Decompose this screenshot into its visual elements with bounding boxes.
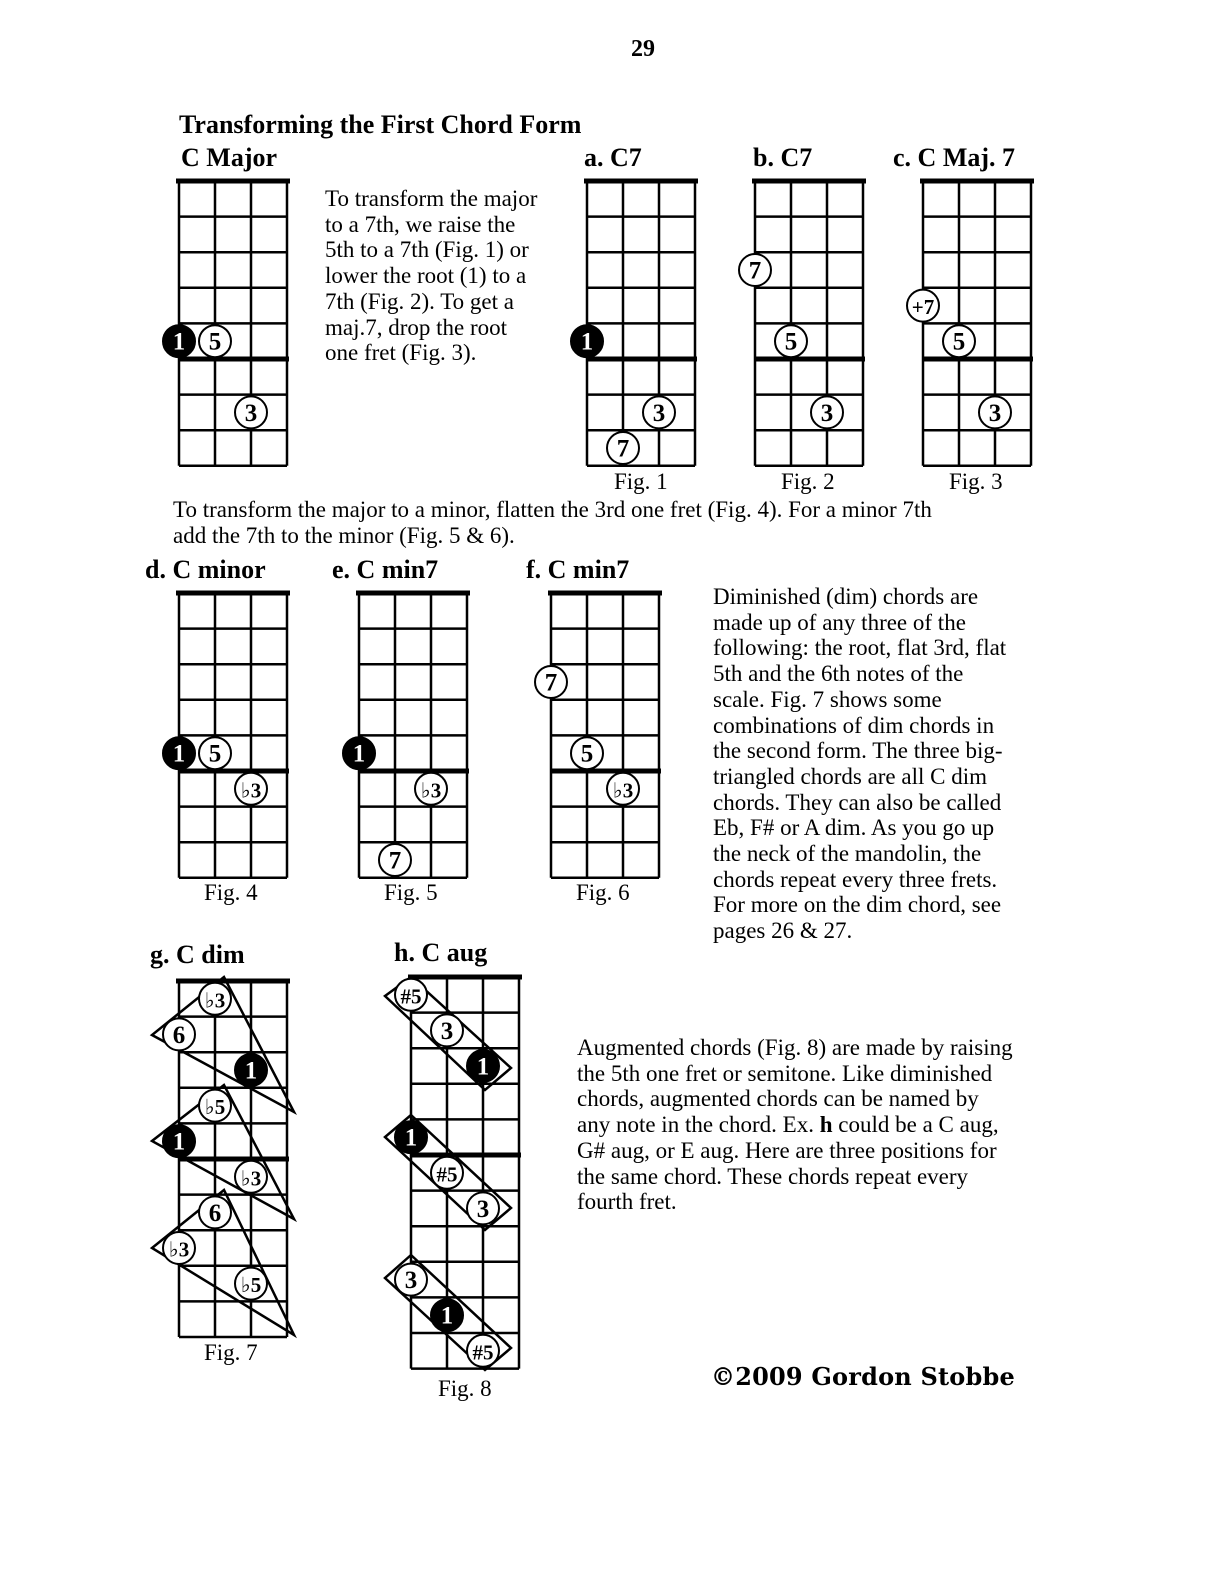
text-span: could be a C aug, <box>832 1112 999 1138</box>
svg-text:7: 7 <box>544 669 558 697</box>
svg-text:1: 1 <box>172 328 186 356</box>
note-marker <box>235 1161 267 1193</box>
chord-title: C Major <box>181 143 278 172</box>
text-line: fourth fret. <box>577 1189 677 1215</box>
svg-text:1: 1 <box>404 1124 418 1152</box>
note-marker <box>607 432 639 464</box>
note-marker <box>739 254 771 286</box>
text-line: Augmented chords (Fig. 8) are made by raising <box>577 1035 1013 1060</box>
svg-text:6: 6 <box>208 1199 222 1227</box>
note-marker <box>979 396 1011 428</box>
svg-text:♭3: ♭3 <box>612 778 634 803</box>
svg-text:6: 6 <box>172 1021 186 1049</box>
note-marker <box>415 773 447 805</box>
page-number: 29 <box>631 36 655 62</box>
svg-text:3: 3 <box>988 399 1002 427</box>
svg-text:1: 1 <box>352 740 366 768</box>
copyright-notice: ©2009 Gordon Stobbe <box>711 1362 1015 1391</box>
chord-diagram-d-cminor <box>163 593 290 878</box>
text-line: To transform the major <box>325 186 538 211</box>
note-marker <box>395 1264 427 1296</box>
text-line: to a 7th, we raise the <box>325 211 516 237</box>
svg-text:3: 3 <box>440 1017 454 1045</box>
chord-title: a. C7 <box>584 143 642 172</box>
text-line: add the 7th to the minor (Fig. 5 & 6). <box>173 522 515 548</box>
svg-text:7: 7 <box>388 847 402 875</box>
root-note-marker <box>163 325 195 357</box>
note-marker <box>775 325 807 357</box>
note-marker <box>199 737 231 769</box>
svg-text:5: 5 <box>784 328 798 356</box>
text-line: maj.7, drop the root <box>325 314 508 340</box>
note-marker <box>163 1018 195 1050</box>
svg-text:3: 3 <box>820 399 834 427</box>
text-line: To transform the major to a minor, flatten the 3rd one fret (Fig. 4). For a minor 7th <box>173 497 932 522</box>
svg-text:#5: #5 <box>436 1162 458 1187</box>
text-line: 5th to a 7th (Fig. 1) or <box>325 237 529 263</box>
svg-text:5: 5 <box>208 328 222 356</box>
svg-text:5: 5 <box>580 740 594 768</box>
section-title: Transforming the First Chord Form <box>179 110 582 139</box>
text-line: the 5th one fret or semitone. Like diminished <box>577 1060 993 1086</box>
svg-text:#5: #5 <box>400 984 422 1009</box>
note-marker <box>467 1335 499 1367</box>
text-line: the second form. The three big- <box>713 738 1003 764</box>
svg-text:1: 1 <box>580 328 594 356</box>
note-marker <box>431 1014 463 1046</box>
svg-text:1: 1 <box>172 1128 186 1156</box>
svg-text:3: 3 <box>244 399 258 427</box>
figure-caption: Fig. 2 <box>781 469 835 494</box>
svg-text:+7: +7 <box>911 295 935 320</box>
text-line: triangled chords are all C dim <box>713 763 988 789</box>
svg-text:♭3: ♭3 <box>168 1237 190 1262</box>
chord-diagram-e-cmin7 <box>343 593 470 878</box>
note-marker <box>395 979 427 1011</box>
figure-caption: Fig. 3 <box>949 469 1003 494</box>
figure-caption: Fig. 5 <box>384 880 438 905</box>
svg-text:♭5: ♭5 <box>204 1095 226 1120</box>
note-marker <box>431 1157 463 1189</box>
text-line: one fret (Fig. 3). <box>325 340 477 366</box>
note-marker <box>379 844 411 876</box>
note-marker <box>199 1196 231 1228</box>
svg-text:3: 3 <box>652 399 666 427</box>
chord-title: h. C aug <box>394 938 488 967</box>
svg-text:♭3: ♭3 <box>204 988 226 1013</box>
text-line: 7th (Fig. 2). To get a <box>325 288 514 314</box>
text-line: the neck of the mandolin, the <box>713 841 982 867</box>
svg-text:♭3: ♭3 <box>240 778 262 803</box>
text-span: any note in the chord. Ex. <box>577 1112 820 1138</box>
svg-text:7: 7 <box>748 257 762 285</box>
svg-text:♭3: ♭3 <box>420 778 442 803</box>
chord-diagram-a-c7 <box>571 181 698 466</box>
root-note-marker <box>163 737 195 769</box>
svg-text:3: 3 <box>476 1195 490 1223</box>
svg-text:1: 1 <box>476 1053 490 1081</box>
note-marker <box>643 396 675 428</box>
figure-caption: Fig. 8 <box>438 1376 492 1401</box>
svg-text:1: 1 <box>440 1302 454 1330</box>
root-note-marker <box>571 325 603 357</box>
text-line: chords, augmented chords can be named by <box>577 1086 979 1112</box>
chord-title: f. C min7 <box>526 555 630 584</box>
chord-diagram-c-cmaj7 <box>907 181 1034 466</box>
svg-text:♭3: ♭3 <box>240 1166 262 1191</box>
note-marker <box>811 396 843 428</box>
root-note-marker <box>395 1121 427 1153</box>
chord-title: d. C minor <box>145 555 266 584</box>
root-note-marker <box>163 1125 195 1157</box>
chord-title: g. C dim <box>150 940 245 969</box>
note-marker <box>943 325 975 357</box>
note-marker <box>235 1268 267 1300</box>
text-line: scale. Fig. 7 shows some <box>713 686 942 712</box>
figure-caption: Fig. 1 <box>614 469 668 494</box>
text-line: Eb, F# or A dim. As you go up <box>713 815 995 841</box>
note-marker <box>199 1090 231 1122</box>
text-line: the same chord. These chords repeat every <box>577 1163 969 1189</box>
note-marker <box>571 737 603 769</box>
svg-text:5: 5 <box>208 740 222 768</box>
note-marker <box>467 1192 499 1224</box>
figure-caption: Fig. 7 <box>204 1340 258 1365</box>
svg-text:1: 1 <box>172 740 186 768</box>
text-line: Diminished (dim) chords are <box>713 584 979 609</box>
note-marker <box>199 983 231 1015</box>
svg-text:♭5: ♭5 <box>240 1273 262 1298</box>
text-line: made up of any three of the <box>713 609 966 635</box>
text-line: 5th and the 6th notes of the <box>713 661 964 687</box>
text-line: For more on the dim chord, see <box>713 892 1002 918</box>
note-marker <box>607 773 639 805</box>
figure-caption: Fig. 4 <box>204 880 258 905</box>
root-note-marker <box>343 737 375 769</box>
chord-diagram-c-major <box>163 181 290 466</box>
note-marker <box>235 773 267 805</box>
chord-diagram-h-caug <box>385 977 522 1370</box>
note-marker <box>535 666 567 698</box>
figure-caption: Fig. 6 <box>576 880 630 905</box>
svg-text:3: 3 <box>404 1267 418 1295</box>
text-line: chords repeat every three frets. <box>713 866 998 892</box>
note-marker <box>907 290 939 322</box>
svg-text:1: 1 <box>244 1057 258 1085</box>
text-line: chords. They can also be called <box>713 789 1002 815</box>
note-marker <box>163 1232 195 1264</box>
chord-diagram-f-cmin7 <box>535 593 662 878</box>
text-line: pages 26 & 27. <box>713 918 853 944</box>
root-note-marker <box>467 1050 499 1082</box>
text-line: G# aug, or E aug. Here are three positions for <box>577 1137 997 1163</box>
svg-text:7: 7 <box>616 435 630 463</box>
svg-text:#5: #5 <box>472 1340 494 1365</box>
text-line: following: the root, flat 3rd, flat <box>713 635 1007 661</box>
chord-diagram-b-c7 <box>739 181 866 466</box>
note-marker <box>199 325 231 357</box>
root-note-marker <box>235 1054 267 1086</box>
root-note-marker <box>431 1299 463 1331</box>
note-marker <box>235 396 267 428</box>
text-line: lower the root (1) to a <box>325 263 527 289</box>
chord-title: e. C min7 <box>332 555 439 584</box>
bold-chord-ref: h <box>819 1112 833 1138</box>
text-line: combinations of dim chords in <box>713 712 995 738</box>
chord-title: b. C7 <box>753 143 813 172</box>
chord-title: c. C Maj. 7 <box>893 143 1016 172</box>
chord-diagram-g-cdim <box>152 977 294 1337</box>
svg-text:5: 5 <box>952 328 966 356</box>
